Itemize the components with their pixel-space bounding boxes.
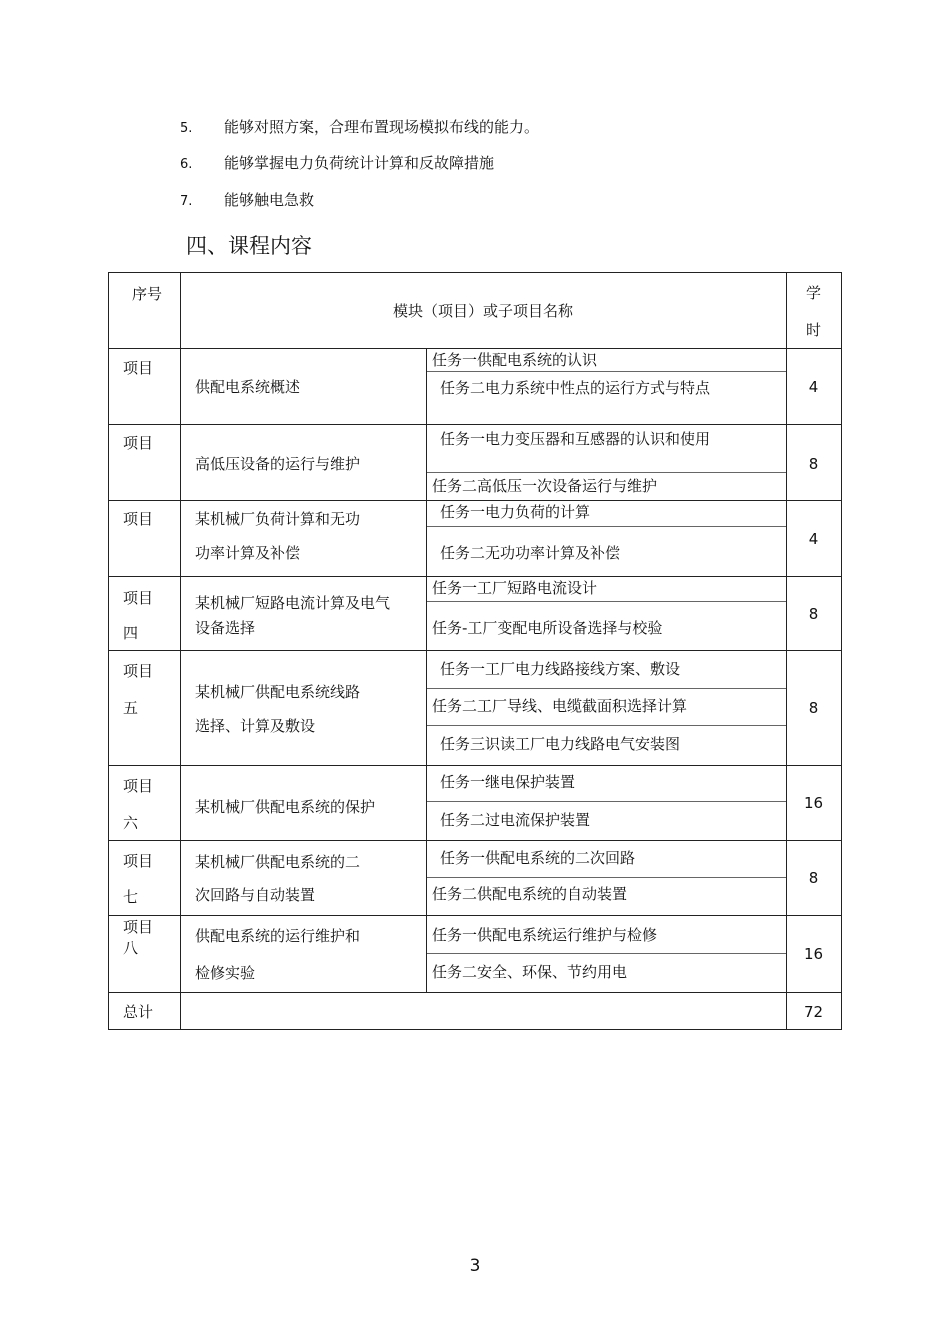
total-hours: 72 — [803, 1003, 824, 1021]
page-number: 3 — [469, 1256, 481, 1276]
list-item — [180, 116, 539, 137]
row-hours: 8 — [808, 605, 819, 623]
row-task: 任务一电力负荷的计算 — [440, 503, 591, 521]
row-id: 项目 — [123, 589, 154, 607]
row-task: 任务一工厂电力线路接线方案、敷设 — [440, 660, 681, 678]
row-id: 项目 — [123, 777, 154, 795]
list-item-text: 能够掌握电力负荷统计计算和反故障措施 — [224, 154, 495, 172]
row-task: 任务一继电保护装置 — [440, 773, 576, 791]
row-id: 项目 — [123, 662, 154, 680]
row-module: 供配电系统的运行维护和 — [195, 927, 361, 945]
row-id: 项目 — [123, 918, 154, 936]
row-task: 任务二供配电系统的自动装置 — [432, 885, 628, 903]
total-label: 总计 — [123, 1003, 154, 1021]
list-item-number: 7. — [180, 194, 193, 209]
row-module: 某机械厂供配电系统的二 — [195, 853, 361, 871]
row-hours: 8 — [808, 455, 819, 473]
row-task: 任务一供配电系统运行维护与检修 — [432, 926, 658, 944]
header-index: 序号 — [132, 285, 163, 303]
list-item-number: 6. — [180, 157, 193, 172]
row-module: 供配电系统概述 — [195, 378, 301, 396]
header-module-name: 模块（项目）或子项目名称 — [392, 302, 573, 320]
course-content-table — [108, 272, 842, 1030]
row-hours: 4 — [808, 378, 819, 396]
row-module: 选择、计算及敷设 — [195, 717, 316, 735]
row-id: 五 — [123, 699, 139, 717]
row-module: 某机械厂供配电系统的保护 — [195, 798, 376, 816]
row-task: 任务一供配电系统的认识 — [432, 351, 598, 369]
list-item-text: 能够对照方案，合理布置现场模拟布线的能力。 — [224, 118, 540, 136]
row-id: 四 — [123, 624, 139, 642]
section-title: 四、课程内容 — [186, 234, 312, 258]
row-id: 项目 — [123, 359, 154, 377]
row-task: 任务一供配电系统的二次回路 — [440, 849, 636, 867]
row-module: 设备选择 — [195, 619, 256, 637]
row-id: 八 — [123, 939, 139, 957]
list-item-number: 5. — [180, 121, 193, 136]
row-module: 某机械厂短路电流计算及电气 — [195, 594, 391, 612]
row-module: 某机械厂供配电系统线路 — [195, 683, 361, 701]
row-task: 任务二工厂导线、电缆截面积选择计算 — [432, 697, 688, 715]
list-item-text: 能够触电急救 — [224, 191, 315, 209]
row-id: 项目 — [123, 434, 154, 452]
header-hours-1: 学 — [805, 284, 821, 302]
row-hours: 4 — [808, 530, 819, 548]
list-item — [180, 189, 314, 210]
row-id: 项目 — [123, 852, 154, 870]
row-id: 项目 — [123, 510, 154, 528]
row-task: 任务-工厂变配电所设备选择与校验 — [432, 619, 663, 637]
row-module: 某机械厂负荷计算和无功 — [195, 510, 361, 528]
row-module: 次回路与自动装置 — [195, 886, 316, 904]
row-hours: 8 — [808, 869, 819, 887]
row-task: 任务二高低压一次设备运行与维护 — [432, 477, 658, 495]
row-hours: 8 — [808, 699, 819, 717]
header-hours-2: 时 — [805, 321, 821, 339]
row-module: 检修实验 — [195, 964, 256, 982]
row-task: 任务一电力变压器和互感器的认识和使用 — [440, 430, 711, 448]
row-id: 六 — [123, 814, 139, 832]
row-module: 高低压设备的运行与维护 — [195, 455, 361, 473]
row-task: 任务二无功功率计算及补偿 — [440, 544, 621, 562]
row-hours: 16 — [803, 945, 824, 963]
row-task: 任务三识读工厂电力线路电气安装图 — [440, 735, 681, 753]
row-task: 任务二电力系统中性点的运行方式与特点 — [440, 379, 711, 397]
row-hours: 16 — [803, 794, 824, 812]
row-id: 七 — [123, 888, 139, 906]
list-item — [180, 152, 494, 173]
row-task: 任务二过电流保护装置 — [440, 811, 591, 829]
row-task: 任务二安全、环保、节约用电 — [432, 963, 628, 981]
row-task: 任务一工厂短路电流设计 — [432, 579, 598, 597]
row-module: 功率计算及补偿 — [195, 544, 301, 562]
